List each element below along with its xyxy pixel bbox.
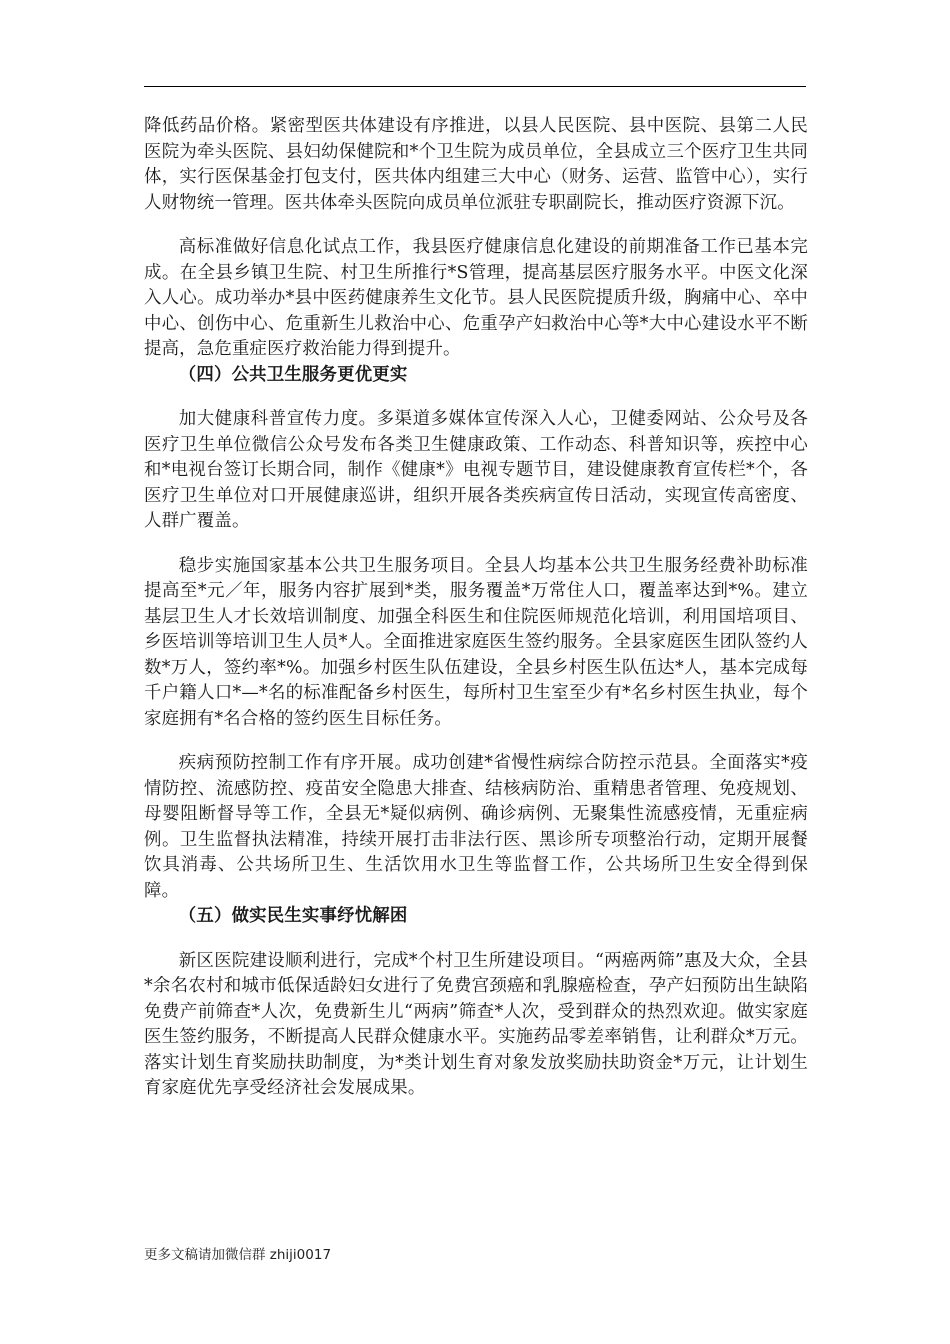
paragraph: 降低药品价格。紧密型医共体建设有序推进，以县人民医院、县中医院、县第二人民医院为牵头医院、县妇幼保健院和*个卫生院为成员单位，全县成立三个医疗卫生共同体，实行医保基金打包支付，医共体内组建三大中心（财务、运营、监管中心），实行人财物统一管理。医共体牵头医院向成员单位派驻专职副院长，推动医疗资源下沉。: [144, 116, 808, 213]
document-body: [144, 114, 808, 1102]
section-heading: （四）公共卫生服务更优更实: [178, 364, 408, 385]
paragraph: 高标准做好信息化试点工作，我县医疗健康信息化建设的前期准备工作已基本完成。在全县乡镇卫生院、村卫生所推行*S管理，提高基层医疗服务水平。中医文化深入人心。成功举办*县中医药健康养生文化节。县人民医院提质升级，胸痛中心、卒中中心、创伤中心、危重新生儿救治中心、危重孕产妇救治中心等*大中心建设水平不断提高，急危重症医疗救治能力得到提升。: [144, 237, 808, 359]
paragraph: 疾病预防控制工作有序开展。成功创建*省慢性病综合防控示范县。全面落实*疫情防控、流感防控、疫苗安全隐患大排查、结核病防治、重精患者管理、免疫规划、母婴阻断督导等工作，全县无*疑似病例、确诊病例、无聚集性流感疫情，无重症病例。卫生监督执法精准，持续开展打击非法行医、黑诊所专项整治行动，定期开展餐饮具消毒、公共场所卫生、生活饮用水卫生等监督工作，公共场所卫生安全得到保障。: [144, 753, 808, 901]
paragraph: 稳步实施国家基本公共卫生服务项目。全县人均基本公共卫生服务经费补助标准提高至*元／年，服务内容扩展到*类，服务覆盖*万常住人口，覆盖率达到*%。建立基层卫生人才长效培训制度、加强全科医生和住院医师规范化培训，利用国培项目、乡医培训等培训卫生人员*人。全面推进家庭医生签约服务。全县家庭医生团队签约人数*万人，签约率*%。加强乡村医生队伍建设，全县乡村医生队伍达*人，基本完成每千户籍人口*—*名的标准配备乡村医生，每所村卫生室至少有*名乡村医生执业，每个家庭拥有*名合格的签约医生目标任务。: [144, 555, 808, 729]
paragraph: 加大健康科普宣传力度。多渠道多媒体宣传深入人心，卫健委网站、公众号及各医疗卫生单位微信公众号发布各类卫生健康政策、工作动态、科普知识等，疾控中心和*电视台签订长期合同，制作《健康*》电视专题节目，建设健康教育宣传栏*个，各医疗卫生单位对口开展健康巡讲，组织开展各类疾病宣传日活动，实现宣传高密度、人群广覆盖。: [144, 409, 808, 531]
footer-note: 更多文稿请加微信群 zhiji0017: [144, 1247, 332, 1263]
paragraph: 新区医院建设顺利进行，完成*个村卫生所建设项目。“两癌两筛”惠及大众，全县*余名农村和城市低保适龄妇女进行了免费宫颈癌和乳腺癌检查，孕产妇预防出生缺陷免费产前筛查*人次，免费新生儿“两病”筛查*人次，受到群众的热烈欢迎。做实家庭医生签约服务，不断提高人民群众健康水平。实施药品零差率销售，让利群众*万元。落实计划生育奖励扶助制度，为*类计划生育对象发放奖励扶助资金*万元，让计划生育家庭优先享受经济社会发展成果。: [144, 950, 808, 1098]
section-heading: （五）做实民生实事纾忧解困: [178, 906, 408, 926]
header-rule: [144, 86, 806, 87]
